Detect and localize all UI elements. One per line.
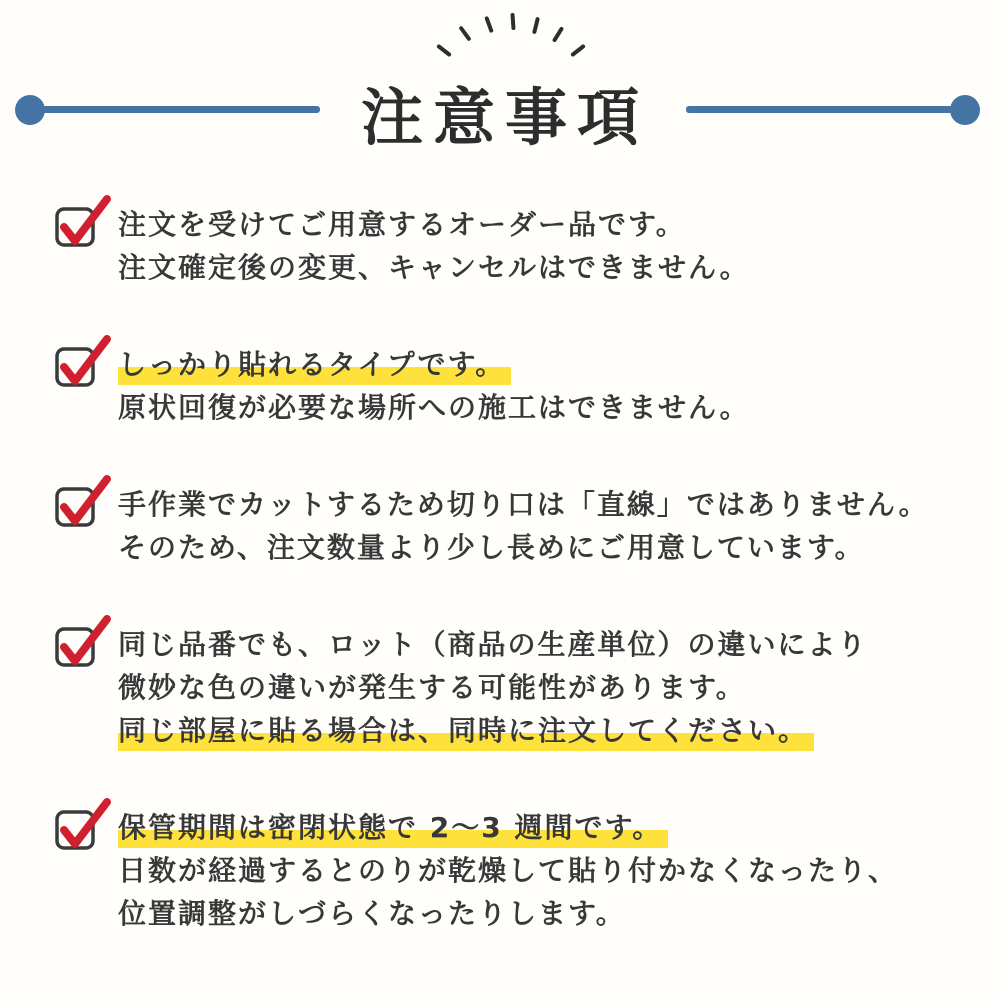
notice-line [118,203,975,246]
notice-line [118,666,975,709]
notice-line [118,526,975,569]
divider-dot-right [950,95,980,125]
checkbox-checked-icon [55,343,118,387]
notice-text: 原状回復が必要な場所への施工はできません。 [118,391,750,424]
notice-text: 日数が経過するとのりが乾燥して貼り付かなくなったり、 [118,854,899,887]
checkbox-checked-icon [55,483,118,527]
notice-line [118,892,975,935]
notice-item [55,806,975,935]
highlighted-text: 保管期間は密閉状態で 2〜3 週間です。 [118,811,668,848]
notice-line [118,343,975,386]
notice-line [118,386,975,429]
notice-item-text [118,343,975,429]
notice-text: 注文を受けてご用意するオーダー品です。 [118,208,686,241]
notice-text: 注文確定後の変更、キャンセルはできません。 [118,251,750,284]
highlighted-text: 同じ部屋に貼る場合は、同時に注文してください。 [118,714,814,751]
notice-text: 微妙な色の違いが発生する可能性があります。 [118,671,746,704]
notice-item [55,203,975,289]
notice-line [118,849,975,892]
highlighted-text: しっかり貼れるタイプです。 [118,348,511,385]
notice-item [55,343,975,429]
notice-item-text [118,623,975,752]
notice-line [118,806,975,849]
notice-text: 同じ品番でも、ロット（商品の生産単位）の違いにより [118,628,868,661]
notice-item [55,623,975,752]
emphasis-rays-icon [430,10,600,76]
checkbox-checked-icon [55,203,118,247]
notice-item [55,483,975,569]
page-title: 注意事項 [360,81,649,154]
notice-line [118,483,975,526]
notice-text: そのため、注文数量より少し長めにご用意しています。 [118,531,865,564]
notice-text: 手作業でカットするため切り口は「直線」ではありません。 [118,488,929,521]
notice-item-text [118,483,975,569]
checkbox-checked-icon [55,806,118,850]
notice-item-text [118,203,975,289]
divider-line-right [686,106,962,113]
notice-text: 位置調整がしづらくなったりします。 [118,897,626,930]
notice-item-text [118,806,975,935]
checkbox-checked-icon [55,623,118,667]
notice-line [118,623,975,666]
notice-line [118,246,975,289]
notice-list [55,203,975,935]
notice-line [118,709,975,752]
